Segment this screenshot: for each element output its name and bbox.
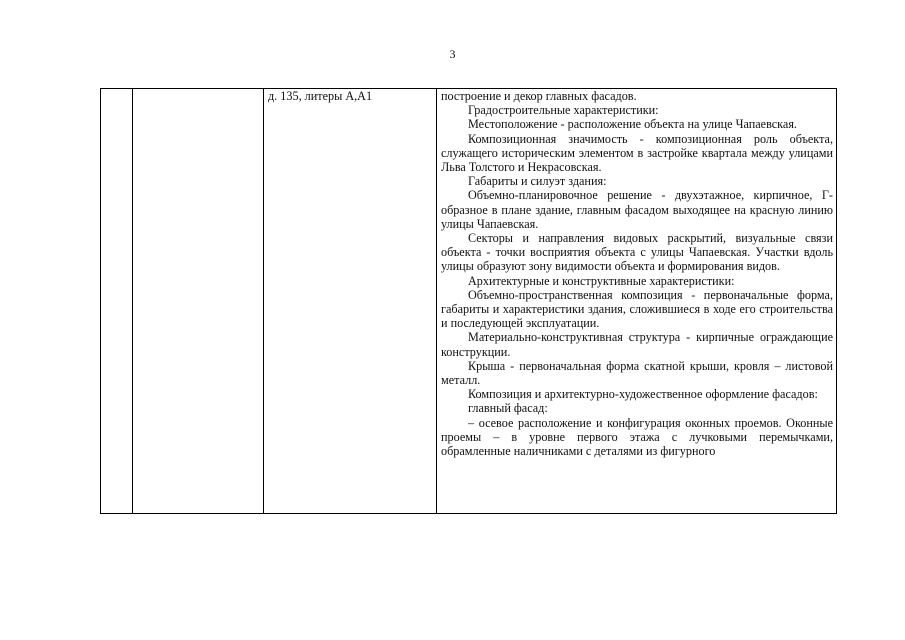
document-table [100, 88, 837, 514]
paragraph: главный фасад: [468, 401, 548, 416]
paragraph: Объемно-пространственная композиция - первоначальные форма, габариты и характеристики здания, сложившиеся в ходе его строительства и последующей эксплуатации. [441, 287, 833, 331]
paragraph: Объемно-планировочное решение - двухэтажное, кирпичное, Г-образное в плане здание, главным фасадом выходящее на красную линию улицы Чапаевская. [441, 188, 833, 231]
paragraph: Крыша - первоначальная форма скатной крыши, кровля – листовой металл. [441, 358, 833, 388]
paragraph: – осевое расположение и конфигурация оконных проемов. Оконные проемы – в уровне первого этажа с лучковыми перемычками, обрамленные наличниками с деталями из фигурного [441, 415, 833, 459]
description-cell [437, 89, 837, 514]
paragraph: Материально-конструктивная структура - кирпичные ограждающие конструкции. [441, 330, 833, 359]
paragraph: Габариты и силуэт здания: [468, 174, 607, 189]
paragraph: Композиция и архитектурно-художественное оформление фасадов: [468, 387, 818, 402]
object-name-cell [133, 89, 264, 514]
paragraph: Местоположение - расположение объекта на улице Чапаевская. [468, 117, 797, 132]
paragraph: Градостроительные характеристики: [468, 103, 659, 118]
paragraph: Архитектурные и конструктивные характеристики: [468, 273, 735, 288]
table-row [101, 89, 837, 514]
paragraph: Композиционная значимость - композиционная роль объекта, служащего историческим элементом в застройке квартала между улицами Льва Толстого и Некрасовская. [441, 131, 833, 175]
paragraph: построение и декор главных фасадов. [441, 89, 637, 103]
address-cell [264, 89, 437, 514]
paragraph: Секторы и направления видовых раскрытий, визуальные связи объекта - точки восприятия объекта с улицы Чапаевская. Участки вдоль улицы образуют зону видимости объекта и формирования видов. [441, 231, 833, 274]
page-number: 3 [449, 47, 456, 61]
description-text [441, 89, 833, 458]
object-address: д. 135, литеры А,А1 [268, 89, 373, 103]
row-number-cell [101, 89, 133, 514]
